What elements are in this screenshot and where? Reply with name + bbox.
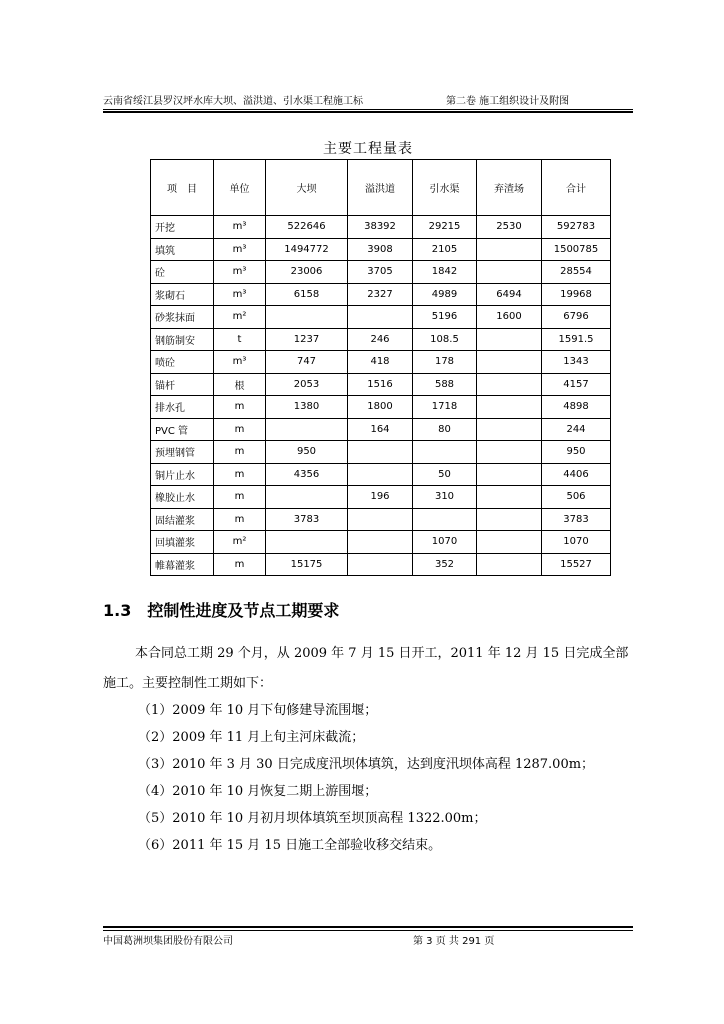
body-paragraph: 本合同总工期 29 个月，从 2009 年 7 月 15 日开工，2011 年 12 月 15 日完成全部 xyxy=(135,646,629,661)
cell-spoil-area xyxy=(477,418,542,441)
cell-item: PVC 管 xyxy=(151,418,214,441)
col-header-spillway: 溢洪道 xyxy=(348,160,413,216)
cell-total: 1343 xyxy=(542,351,611,374)
cell-dam xyxy=(266,418,348,441)
footer-page-number: 第 3 页 共 291 页 xyxy=(413,936,495,947)
cell-dam: 6158 xyxy=(266,283,348,306)
cell-total: 4157 xyxy=(542,373,611,396)
cell-dam: 1237 xyxy=(266,328,348,351)
table-row xyxy=(151,283,611,306)
cell-dam: 1380 xyxy=(266,396,348,419)
cell-spillway xyxy=(348,441,413,464)
table-row xyxy=(151,238,611,261)
header-volume-title: 第二卷 施工组织设计及附图 xyxy=(446,96,570,107)
cell-spoil-area xyxy=(477,396,542,419)
col-header-dam: 大坝 xyxy=(266,160,348,216)
cell-dam: 2053 xyxy=(266,373,348,396)
cell-total: 4406 xyxy=(542,463,611,486)
cell-diversion-channel: 178 xyxy=(413,351,477,374)
cell-total: 3783 xyxy=(542,508,611,531)
cell-item: 砼 xyxy=(151,261,214,284)
table-row xyxy=(151,463,611,486)
cell-diversion-channel xyxy=(413,508,477,531)
cell-spoil-area xyxy=(477,508,542,531)
cell-spillway: 2327 xyxy=(348,283,413,306)
cell-spoil-area xyxy=(477,463,542,486)
header-project-title: 云南省绥江县罗汉坪水库大坝、溢洪道、引水渠工程施工标 xyxy=(103,96,363,107)
table-row xyxy=(151,531,611,554)
cell-dam xyxy=(266,486,348,509)
cell-dam: 1494772 xyxy=(266,238,348,261)
cell-spoil-area xyxy=(477,373,542,396)
cell-spillway: 3705 xyxy=(348,261,413,284)
cell-item: 钢筋制安 xyxy=(151,328,214,351)
cell-spillway: 196 xyxy=(348,486,413,509)
schedule-item: （5）2010 年 10 月初月坝体填筑至坝顶高程 1322.00m； xyxy=(138,811,487,826)
table-row xyxy=(151,306,611,329)
table-row xyxy=(151,441,611,464)
cell-unit: m³ xyxy=(214,283,266,306)
cell-unit: m xyxy=(214,441,266,464)
cell-spillway xyxy=(348,463,413,486)
cell-spoil-area: 2530 xyxy=(477,216,542,239)
col-header-spoil-area: 弃渣场 xyxy=(477,160,542,216)
cell-unit: m xyxy=(214,396,266,419)
table-row xyxy=(151,508,611,531)
cell-spoil-area xyxy=(477,261,542,284)
cell-item: 预埋钢管 xyxy=(151,441,214,464)
schedule-item: （1）2009 年 10 月下旬修建导流围堰； xyxy=(138,703,378,718)
cell-item: 排水孔 xyxy=(151,396,214,419)
page-footer xyxy=(103,936,633,950)
body-paragraph-cont: 施工。主要控制性工期如下： xyxy=(103,676,273,691)
cell-total: 506 xyxy=(542,486,611,509)
cell-item: 浆砌石 xyxy=(151,283,214,306)
cell-spoil-area xyxy=(477,328,542,351)
cell-total: 4898 xyxy=(542,396,611,419)
cell-dam: 950 xyxy=(266,441,348,464)
cell-unit: m² xyxy=(214,531,266,554)
cell-total: 1070 xyxy=(542,531,611,554)
cell-unit: m xyxy=(214,418,266,441)
footer-company: 中国葛洲坝集团股份有限公司 xyxy=(103,936,233,947)
cell-dam: 23006 xyxy=(266,261,348,284)
cell-item: 填筑 xyxy=(151,238,214,261)
cell-dam: 522646 xyxy=(266,216,348,239)
cell-dam: 3783 xyxy=(266,508,348,531)
cell-total: 1591.5 xyxy=(542,328,611,351)
cell-dam xyxy=(266,531,348,554)
col-header-diversion-channel: 引水渠 xyxy=(413,160,477,216)
cell-unit: m xyxy=(214,486,266,509)
cell-item: 回填灌浆 xyxy=(151,531,214,554)
col-header-item: 项 目 xyxy=(151,160,214,216)
cell-spillway xyxy=(348,508,413,531)
cell-dam: 4356 xyxy=(266,463,348,486)
table-row xyxy=(151,418,611,441)
header-rule-thick xyxy=(103,111,633,113)
table-row xyxy=(151,553,611,576)
cell-item: 橡胶止水 xyxy=(151,486,214,509)
cell-diversion-channel: 1842 xyxy=(413,261,477,284)
cell-spoil-area xyxy=(477,351,542,374)
col-header-total: 合计 xyxy=(542,160,611,216)
cell-diversion-channel: 29215 xyxy=(413,216,477,239)
cell-item: 帷幕灌浆 xyxy=(151,553,214,576)
cell-unit: m xyxy=(214,463,266,486)
col-header-unit: 单位 xyxy=(214,160,266,216)
cell-unit: m³ xyxy=(214,238,266,261)
cell-diversion-channel: 50 xyxy=(413,463,477,486)
cell-item: 锚杆 xyxy=(151,373,214,396)
cell-diversion-channel: 352 xyxy=(413,553,477,576)
table-row xyxy=(151,261,611,284)
cell-diversion-channel: 80 xyxy=(413,418,477,441)
cell-total: 28554 xyxy=(542,261,611,284)
cell-unit: t xyxy=(214,328,266,351)
footer-rule-thin xyxy=(103,930,633,931)
cell-item: 固结灌浆 xyxy=(151,508,214,531)
cell-unit: m xyxy=(214,553,266,576)
cell-unit: 根 xyxy=(214,373,266,396)
cell-diversion-channel: 1070 xyxy=(413,531,477,554)
cell-item: 喷砼 xyxy=(151,351,214,374)
cell-spoil-area xyxy=(477,531,542,554)
cell-spoil-area xyxy=(477,238,542,261)
footer-rule-thick xyxy=(103,926,633,928)
cell-diversion-channel: 5196 xyxy=(413,306,477,329)
cell-total: 1500785 xyxy=(542,238,611,261)
cell-spoil-area: 1600 xyxy=(477,306,542,329)
cell-spillway: 1516 xyxy=(348,373,413,396)
cell-unit: m³ xyxy=(214,351,266,374)
cell-spoil-area: 6494 xyxy=(477,283,542,306)
page-header xyxy=(103,96,633,110)
cell-total: 19968 xyxy=(542,283,611,306)
cell-spillway: 246 xyxy=(348,328,413,351)
cell-dam: 15175 xyxy=(266,553,348,576)
table-row xyxy=(151,351,611,374)
cell-diversion-channel: 2105 xyxy=(413,238,477,261)
cell-spillway: 1800 xyxy=(348,396,413,419)
cell-spoil-area xyxy=(477,441,542,464)
schedule-item: （3）2010 年 3 月 30 日完成度汛坝体填筑，达到度汛坝体高程 1287.00m； xyxy=(138,757,595,772)
cell-spillway: 38392 xyxy=(348,216,413,239)
cell-diversion-channel: 588 xyxy=(413,373,477,396)
table-row xyxy=(151,328,611,351)
cell-total: 950 xyxy=(542,441,611,464)
table-row xyxy=(151,486,611,509)
schedule-item: （4）2010 年 10 月恢复二期上游围堰； xyxy=(138,784,378,799)
cell-diversion-channel: 4989 xyxy=(413,283,477,306)
cell-spillway xyxy=(348,531,413,554)
section-title: 控制性进度及节点工期要求 xyxy=(147,601,340,620)
cell-item: 铜片止水 xyxy=(151,463,214,486)
table-header-row xyxy=(151,160,611,216)
cell-spillway xyxy=(348,306,413,329)
section-number: 1.3 xyxy=(103,601,132,620)
section-heading xyxy=(103,598,339,621)
cell-item: 砂浆抹面 xyxy=(151,306,214,329)
cell-spillway: 418 xyxy=(348,351,413,374)
schedule-item: （2）2009 年 11 月上旬主河床截流； xyxy=(138,730,365,745)
cell-unit: m² xyxy=(214,306,266,329)
cell-total: 6796 xyxy=(542,306,611,329)
cell-diversion-channel xyxy=(413,441,477,464)
table-row xyxy=(151,216,611,239)
cell-diversion-channel: 310 xyxy=(413,486,477,509)
header-rule-thin xyxy=(103,109,633,110)
cell-dam xyxy=(266,306,348,329)
cell-dam: 747 xyxy=(266,351,348,374)
cell-diversion-channel: 1718 xyxy=(413,396,477,419)
cell-spillway xyxy=(348,553,413,576)
cell-spoil-area xyxy=(477,486,542,509)
cell-spillway: 164 xyxy=(348,418,413,441)
cell-diversion-channel: 108.5 xyxy=(413,328,477,351)
table-row xyxy=(151,396,611,419)
cell-unit: m³ xyxy=(214,216,266,239)
cell-total: 592783 xyxy=(542,216,611,239)
table-title: 主要工程量表 xyxy=(323,141,413,157)
table-row xyxy=(151,373,611,396)
cell-total: 15527 xyxy=(542,553,611,576)
cell-total: 244 xyxy=(542,418,611,441)
cell-unit: m³ xyxy=(214,261,266,284)
cell-item: 开挖 xyxy=(151,216,214,239)
cell-spoil-area xyxy=(477,553,542,576)
quantity-table xyxy=(150,159,611,576)
cell-spillway: 3908 xyxy=(348,238,413,261)
schedule-item: （6）2011 年 15 月 15 日施工全部验收移交结束。 xyxy=(138,838,442,853)
cell-unit: m xyxy=(214,508,266,531)
